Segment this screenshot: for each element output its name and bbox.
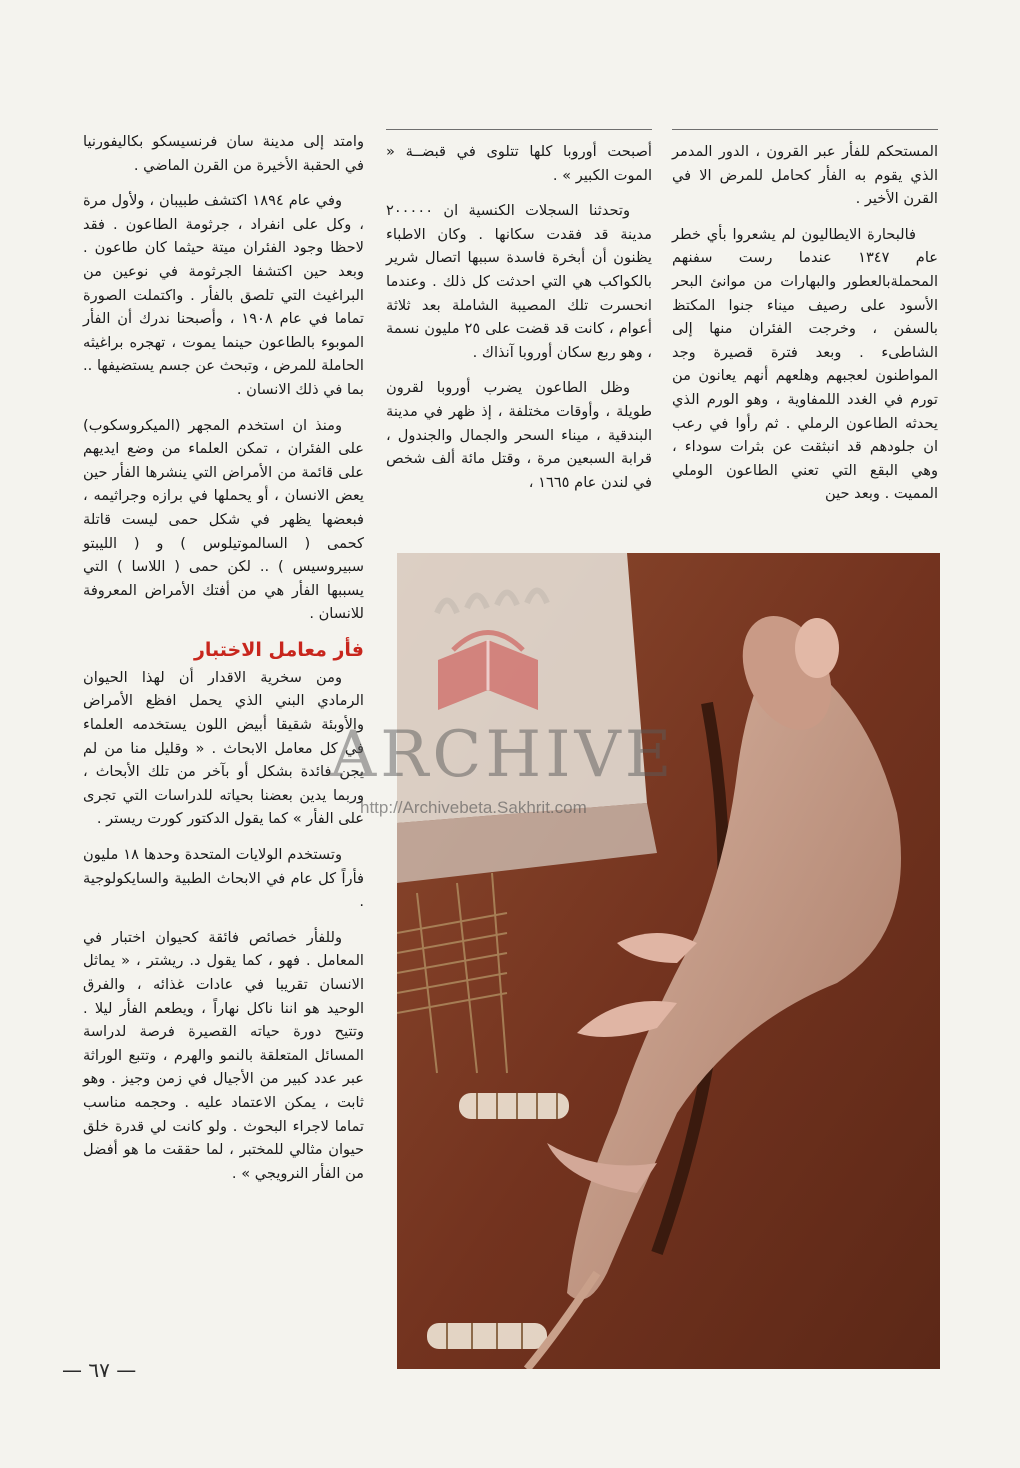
paragraph: وللفأر خصائص فائقة كحيوان اختبار في المعامل . فهو ، كما يقول د. ريشتر ، « يماثل الانسان تقريبا في عادات غذائه ، والفرق الوحيد هو اننا ناكل نهاراً ، ويطعم الفأر ليلا . وتتيح دورة حياته القصيرة فرصة لدراسة المسائل المتعلقة بالنمو والهرم ، وتتبع الوراثة عبر عدد كبير من الأجيال في زمن وجيز . وهو ثابت ، يمكن الاعتماد عليه . وحجمه مناسب تماما لاجراء البحوث . ولو كانت لي قدرة خلق حيوان مثالي للمختبر ، لما حققت ما هو أفضل من الفأر النرويجي » . bbox=[83, 928, 364, 1182]
watermark-url: http://Archivebeta.Sakhrit.com bbox=[360, 798, 587, 817]
column-rule-middle bbox=[386, 129, 652, 130]
rat-photo-illustration bbox=[397, 553, 940, 1369]
paragraph: وتستخدم الولايات المتحدة وحدها ١٨ مليون فأراً كل عام في الابحاث الطبية والسايكولوجية . bbox=[83, 846, 364, 911]
paragraph: ومنذ ان استخدم المجهر (الميكروسكوب) على الفئران ، تمكن العلماء من وضع ايديهم على قائمة من الأمراض التي ينشرها الفأر حين يعض الانسان ، أو يحملها في برازه وجراثيمه ، فبعضها يظهر في شكل حمى ليست قاتلة كحمى ( السالموتيلوس ) و ( الليبتو سبيروسيس ) .. لكن حمى ( اللاسا ) التي يسببها الفأر هي من أفتك الأمراض المعروفة للانسان . bbox=[83, 416, 364, 623]
text-column-left bbox=[83, 130, 364, 1197]
text-column-middle bbox=[386, 140, 652, 506]
page-number: — ٦٧ — bbox=[62, 1358, 137, 1382]
paragraph: المستحكم للفأر عبر القرون ، الدور المدمر الذي يقوم به الفأر كحامل للمرض الا في القرن الأخير . bbox=[672, 143, 938, 208]
rat-photo bbox=[397, 553, 940, 1369]
paragraph: وتحدثنا السجلات الكنسية ان ٢٠٠٠٠٠ مدينة قد فقدت سكانها . وكان الاطباء يظنون أن أبخرة فاسدة سببها اتصال شرير بالكواكب هي التي احدثت كل ذلك . وعندما انحسرت تلك المصيبة الشاملة بعد ثلاثة أعوام ، كانت قد قضت على ٢٥ مليون نسمة ، وهو ربع سكان أوروبا آنذاك . bbox=[386, 202, 652, 361]
paragraph: وامتد إلى مدينة سان فرنسيسكو بكاليفورنيا في الحقبة الأخيرة من القرن الماضي . bbox=[83, 133, 364, 174]
paragraph: أصبحت أوروبا كلها تتلوى في قبضــة « الموت الكبير » . bbox=[386, 143, 652, 184]
text-column-right bbox=[672, 140, 938, 518]
section-subheading: فأر معامل الاختبار bbox=[193, 638, 364, 661]
paragraph: وظل الطاعون يضرب أوروبا لقرون طويلة ، وأوقات مختلفة ، إذ ظهر في مدينة البندقية ، ميناء السحر والجمال والجندول ، قرابة السبعين مرة ، وقتل مائة ألف شخص في لندن عام ١٦٦٥ ، bbox=[386, 379, 652, 491]
column-rule-right bbox=[672, 129, 938, 130]
paragraph: فالبحارة الايطاليون لم يشعروا بأي خطر عام ١٣٤٧ عندما رست سفنهم المحملةبالعطور والبهارات من موانئ البحر الأسود على رصيف ميناء جنوا المكتظ بالسفن ، وخرجت الفئران منها إلى الشاطىء . وبعد فترة قصيرة وجد المواطنون لعجبهم وهلعهم أنهم يعانون من تورم في الغدد اللمفاوية ، وهو الورم الذي يحدثه الطاعون الرملي . ثم رأوا في رعب ان جلودهم قد انبثقت عن بثرات سوداء ، وهي البقع التي تعني الطاعون الوملي المميت . وبعد حين bbox=[672, 225, 938, 503]
watermark-word: ARCHIVE bbox=[330, 718, 676, 792]
paragraph: وفي عام ١٨٩٤ اكتشف طبيبان ، ولأول مرة ، وكل على انفراد ، جرثومة الطاعون . فقد لاحظا وجود الفئران ميتة حيثما كان طاعون . وبعد حين اكتشفا الجرثومة في نوعين من البراغيث التي تلصق بالفأر . واكتملت الصورة تماما في عام ١٩٠٨ ، وأصبحنا ندرك أن الفأر الموبوء بالطاعون حينما يموت ، تهجره براغيثه الحاملة للمرض ، وتبحث عن جسم يستضيفها .. بما في ذلك الانسان . bbox=[83, 192, 364, 398]
paragraph: ومن سخرية الاقدار أن لهذا الحيوان الرمادي البني الذي يحمل افظع الأمراض والأوبئة شقيقا أبيض اللون يستخدمه العلماء في كل معامل الابحاث . « وقليل منا من لم يجن فائدة بشكل أو بآخر من تلك الأبحاث ، وربما يدين بعضنا بحياته للدراسات التي تجرى على الفأر » كما يقول الدكتور كورت ريستر . bbox=[83, 668, 364, 828]
